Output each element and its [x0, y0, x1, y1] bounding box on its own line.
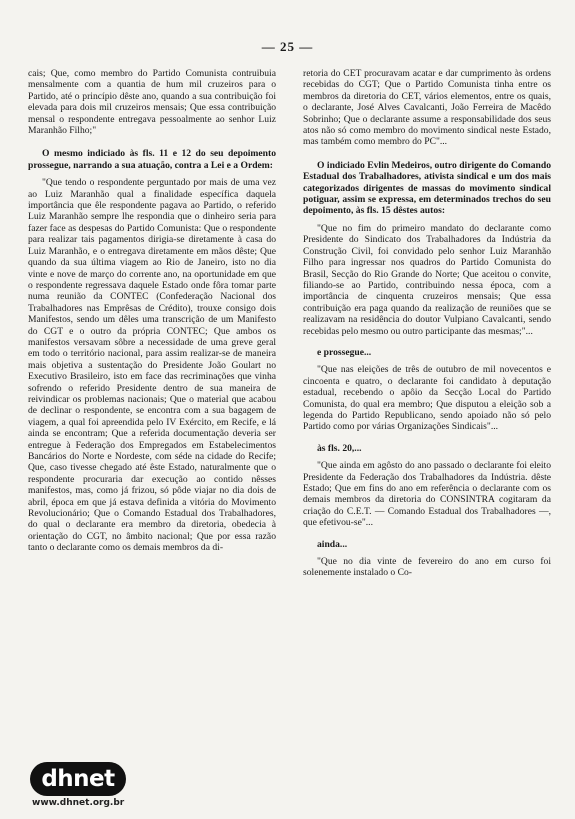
paragraph: retoria do CET procuravam acatar e dar cumprimento às ordens recebidas do CGT; Que o Partido Comunista tinha entre os membros da diretoria do CET, vários elementos, entre os quais, o declarante, José Alves Cavalcanti, João Ferreira de Macêdo Sobrinho; Que o declarante assume a responsabilidade dos seus atos não só como membro do movimento sindical neste Estado, mas também como membro do PC"...	[303, 68, 551, 148]
continuation-label: às fls. 20,...	[317, 442, 362, 454]
section-heading: O mesmo indiciado às fls. 11 e 12 do seu depoimento prossegue, narrando a sua atuação, contra a Lei e a Ordem:	[28, 148, 276, 171]
testimony-quote: "Que no fim do primeiro mandato do declarante como Presidente do Sindicato dos Trabalhadores da Indústria da Construção Civil, foi convidado pelo senhor Luiz Maranhão Filho para ingressar nos quadros do Partido Comunista do Brasil, Secção do Rio Grande do Norte; Que aceitou o convite, filiando-se ao Partido, contribuindo nessa época, com a importância de cinquenta cruzeiros mensais; Que essa contribuição era paga quando da realização de reuniões que se realizavam na residência do doutor Vulpiano Cavalcanti, sendo recebidas pelo mesmo ou outro participante das mesmas;"...	[303, 222, 551, 337]
paragraph: cais; Que, como membro do Partido Comunista contruibuia mensalmente com a quantia de hum mil cruzeiros para o Partido, até o princípio dêste ano, quando a sua contribuição foi elevada para dois mil cruzeiros mensais; Que essa contribuição mensal o respondente entregava pessoalmente ao senhor Luiz Maranhão Filho;"	[28, 68, 276, 137]
site-url: www.dhnet.org.br	[32, 798, 125, 808]
page-number: — 25 —	[261, 39, 314, 54]
continuation-label: e prossegue...	[317, 346, 372, 358]
testimony-quote: "Que no dia vinte de fevereiro do ano em curso foi solenemente instalado o Co-	[303, 556, 551, 579]
testimony-quote: "Que ainda em agôsto do ano passado o declarante foi eleito Presidente da Federação dos Trabalhadores da Indústria. dêste Estado; Que em fins do ano em referência o declarante com os demais membros da diretoria do CONSINTRA cogitaram da criação do C.E.T. — Comando Estadual dos Trabalhadores —, que efetivou-se"...	[303, 460, 551, 529]
dhnet-logo: dhnet	[30, 762, 126, 796]
continuation-label: ainda...	[317, 538, 348, 550]
section-heading: O indiciado Evlin Medeiros, outro dirigente do Comando Estadual dos Trabalhadores, ativista sindical e um dos mais categorizados dirigentes de massas do movimento sindical potiguar, assim se expressa, em determinados trechos do seu depoimento, às fls. 15 dêstes autos:	[303, 159, 551, 217]
testimony-quote: "Que nas eleições de três de outubro de mil novecentos e cincoenta e quatro, o declarante foi candidato à deputação estadual, recebendo o apôio da Secção Local do Partido Comunista, do qual era membro; Que disputou a eleição sob a legenda do Partido Republicano, sendo apoiado não só pelo Partido como por várias Organizações Sindicais"...	[303, 364, 551, 433]
testimony-quote: "Que tendo o respondente perguntado por mais de uma vez ao Luiz Maranhão qual a finalidade específica daquela importância que êle respondente pagava ao Partido, o referido Luiz Maranhão sempre lhe respondia que o dinheiro seria para fazer face as despesas do Partido Comunista: Que o respondente para realizar tais pagamentos dirigia-se diretamente à casa do Luiz Maranhão, e o entregava diretamente em mãos dêste; Que quando da sua última viagem ao Rio de Janeiro, isto no dia vinte e nove de março do corrente ano, na oportunidade em que o respondente regressava daquele Estado onde fôra tomar parte numa reunião da CONTEC (Confederação Nacional dos Trabalhadores nas Emprêsas de Crédito), trouxe consigo dois Manifestos, sendo um dêles uma transcrição de um Manifesto do CGT e o outro da própria CONTEC; Que ambos os manifestos versavam sôbre a necessidade de uma greve geral em todo o território nacional, para assim realizar-se de maneira mais objetiva a sustentação do Presidente João Goulart no Executivo Brasileiro, isto em face das recriminações que vinha sofrendo o referido Presidente dentro de sua maneira de reivindicar os problemas nacionais; Que o material que acabou de declinar o respondente, se encontra com a sua bagagem de viagem, a qual foi apreendida pelo IV Exército, em Recife, e lá ainda se encontram; Que a referida documentação deveria ser entregue à Federação dos Empregados em Estabelecimentos Bancários do Norte e Nordeste, com séde na cidade do Recife; Que, caso tivesse chegado até êste Estado, naturalmente que o respondente procuraria dar execução ao contido nêsses manifestos, mas, como já frizou, só pôde viajar no dia dois de abril, época em que já estava definida a vitória do Movimento Revolucionário; Que o Comando Estadual dos Trabalhadores, do qual o declarante era membro da diretoria, obedecia à orientação do CGT, no âmbito nacional; Que por essa razão tanto o declarante como os demais membros da di-	[28, 177, 276, 554]
left-column	[28, 68, 276, 554]
right-column	[303, 68, 551, 579]
